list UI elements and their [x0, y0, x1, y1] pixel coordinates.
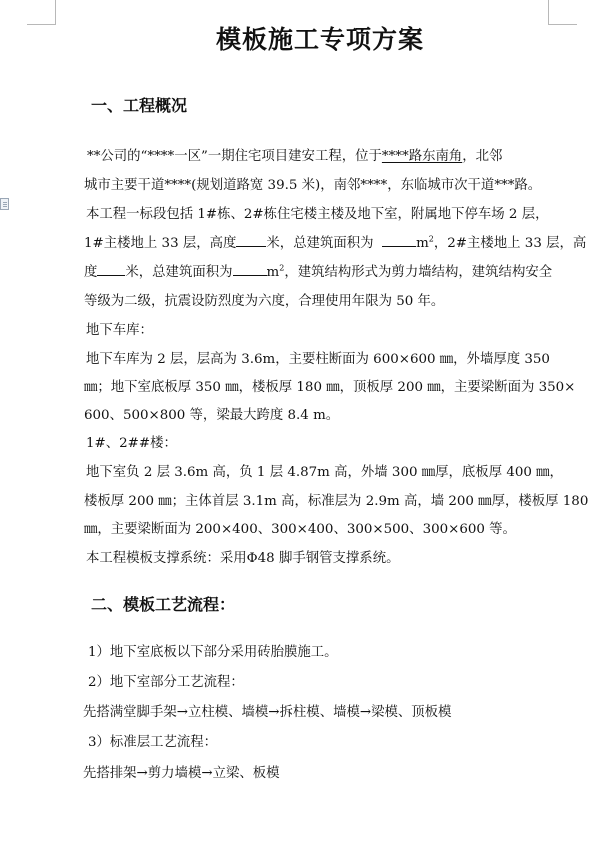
text-run: 度 [84, 265, 98, 280]
process-flow-basement: 先搭满堂脚手架→立柱模、墙模→拆柱模、墙模→梁模、顶板模 [83, 705, 452, 720]
text-run: 1#主楼地上 33 层，高度 [84, 236, 237, 251]
paragraph-location-line-2: 城市主要干道****(规划道路宽 39.5 米)，南邻****，东临城市次干道***路。 [84, 178, 542, 193]
blank-height-field [236, 234, 266, 247]
document-title: 模板施工专项方案 [215, 25, 424, 54]
blank-height-field [97, 263, 125, 276]
section-heading-overview: 一、工程概况 [91, 96, 188, 115]
text-run: **公司的“****一区”一期住宅项目建安工程，位于 [87, 149, 382, 164]
process-flow-standard-floor: 先搭排架→剪力墙模→立梁、板模 [83, 766, 280, 781]
garage-line-2: ㎜；地下室底板厚 350 ㎜，楼板厚 180 ㎜，顶板厚 200 ㎜，主要梁断面为 350× [84, 380, 576, 395]
process-item-1: 1）地下室底板以下部分采用砖胎膜施工。 [88, 645, 338, 660]
support-system-line: 本工程模板支撑系统：采用Φ48 脚手钢管支撑系统。 [86, 551, 400, 566]
building-line-2: 楼板厚 200 ㎜；主体首层 3.1m 高，标准层为 2.9m 高，墙 200 ㎜厚，楼板厚 180 [84, 494, 589, 509]
blank-area-field [382, 234, 416, 247]
paragraph-scope-line-1: 本工程一标段包括 1#栋、2#栋住宅楼主楼及地下室，附属地下停车场 2 层， [86, 207, 549, 222]
building-line-1: 地下室负 2 层 3.6m 高，负 1 层 4.87m 高，外墙 300 ㎜厚，底板厚 400 ㎜， [86, 465, 563, 480]
process-item-2: 2）地下室部分工艺流程： [88, 675, 244, 690]
garage-label: 地下车库： [86, 323, 153, 338]
text-run: 米，总建筑面积为 [125, 265, 233, 280]
blank-area-field [233, 263, 267, 276]
text-run: m [266, 265, 280, 280]
garage-line-1: 地下车库为 2 层，层高为 3.6m，主要柱断面为 600×600 ㎜，外墙厚度 350 [86, 352, 550, 367]
building-label: 1#、2##楼： [86, 436, 177, 451]
text-run: ，北邻 [462, 149, 503, 164]
garage-line-3: 600、500×800 等，梁最大跨度 8.4 m。 [84, 408, 340, 423]
paragraph-scope-line-4: 等级为二级，抗震设防烈度为六度，合理使用年限为 50 年。 [84, 294, 445, 309]
building-line-3: ㎜，主要梁断面为 200×400、300×400、300×500、300×600 等。 [84, 522, 516, 537]
text-run: m [416, 236, 429, 251]
paragraph-scope-line-3 [84, 261, 562, 280]
text-run: ，建筑结构形式为剪力墙结构，建筑结构安全 [284, 265, 553, 280]
section-heading-process: 二、模板工艺流程： [91, 595, 236, 614]
process-item-3: 3）标准层工艺流程： [88, 735, 218, 750]
superscript: 2 [279, 263, 285, 273]
superscript: 2 [428, 234, 434, 244]
text-run: 米，总建筑面积为 [266, 236, 374, 251]
text-run: ，2#主楼地上 33 层，高 [433, 236, 587, 251]
document-margin-icon[interactable] [0, 198, 9, 210]
paragraph-scope-line-2 [84, 232, 587, 251]
underlined-road-name: ****路东南角 [381, 149, 463, 164]
paragraph-location-line-1 [87, 145, 565, 164]
